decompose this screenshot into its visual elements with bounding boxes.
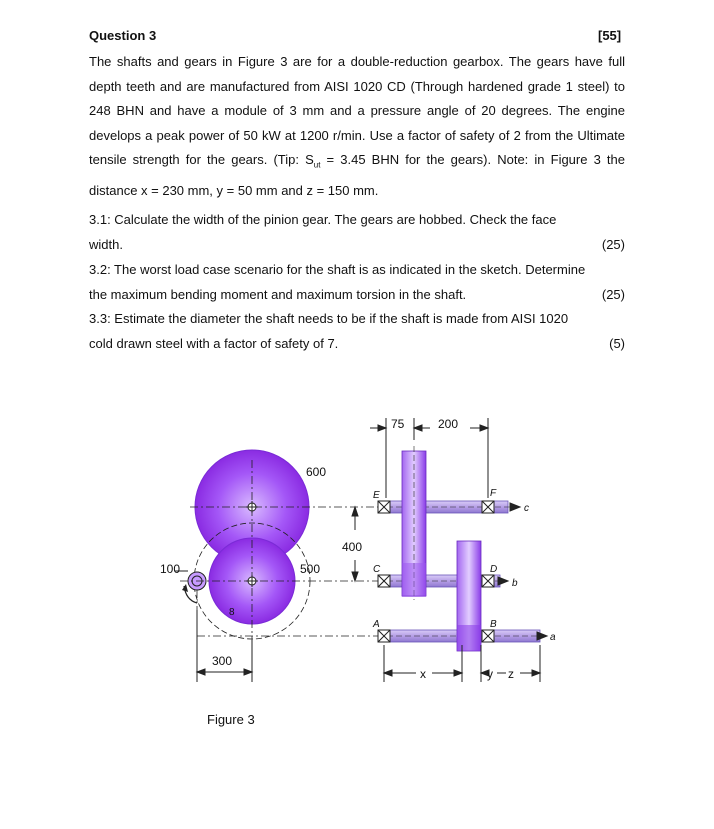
label-E: E xyxy=(373,490,380,501)
label-8: 8 xyxy=(229,607,235,618)
label-B: B xyxy=(490,619,497,630)
bottom-dimensions xyxy=(384,645,540,682)
part-3-2-line2: the maximum bending moment and maximum torsion in the shaft. xyxy=(89,286,467,302)
label-D: D xyxy=(490,564,498,575)
intro-text-after: = 3.45 BHN for the gears). Note: in Figure 3 the distance x = 230 mm, y = 50 mm and z = 150 mm. xyxy=(89,152,625,198)
gear-hub-side xyxy=(402,563,426,597)
label-c: c xyxy=(524,503,529,514)
question-title: Question 3 xyxy=(89,28,157,43)
label-C: C xyxy=(373,564,381,575)
figure-caption: Figure 3 xyxy=(207,712,255,727)
part-3-3-marks: (5) xyxy=(609,335,625,351)
label-b: b xyxy=(512,578,518,589)
part-3-2-line1: 3.2: The worst load case scenario for the shaft is as indicated in the sketch. Determine xyxy=(89,262,586,277)
part-3-1-line1: 3.1: Calculate the width of the pinion gear. The gears are hobbed. Check the face xyxy=(89,212,557,227)
intro-text: The shafts and gears in Figure 3 are for a double-reduction gearbox. The gears have full depth teeth and are manufactured from AISI 1020 CD (Through hardened grade 1 steel) to 248 BHN and have a module of 3 mm and a pressure angle of 20 degrees. The engine develops a peak power of 50 kW at 1200 r/min. Use a factor of safety of 2 from the Ultimate tensile strength for the gears. (Tip: S xyxy=(89,54,625,168)
label-x: x xyxy=(420,667,426,681)
part-3-3-line2: cold drawn steel with a factor of safety of 7. xyxy=(89,335,339,351)
intro-subscript: ut xyxy=(313,160,321,170)
label-z: z xyxy=(508,667,514,681)
label-100: 100 xyxy=(160,562,181,576)
label-75: 75 xyxy=(391,417,405,431)
label-500: 500 xyxy=(300,562,321,576)
part-3-2-marks: (25) xyxy=(601,286,625,302)
label-a: a xyxy=(550,632,556,643)
label-F: F xyxy=(490,488,497,499)
label-y: y xyxy=(487,667,493,681)
top-dimensions xyxy=(370,418,488,498)
pinion-side xyxy=(457,625,481,651)
rotation-arrow-head xyxy=(182,584,188,592)
label-400: 400 xyxy=(342,540,363,554)
shaft-arrows xyxy=(498,503,547,640)
question-marks: [55] xyxy=(598,28,622,43)
part-3-1-line2: width. xyxy=(89,236,123,252)
part-3-1-marks: (25) xyxy=(601,236,625,252)
label-300: 300 xyxy=(212,654,233,668)
label-600: 600 xyxy=(306,465,327,479)
label-A: A xyxy=(373,619,380,630)
part-3-3-line1: 3.3: Estimate the diameter the shaft needs to be if the shaft is made from AISI 1020 xyxy=(89,311,569,326)
label-200: 200 xyxy=(438,417,459,431)
